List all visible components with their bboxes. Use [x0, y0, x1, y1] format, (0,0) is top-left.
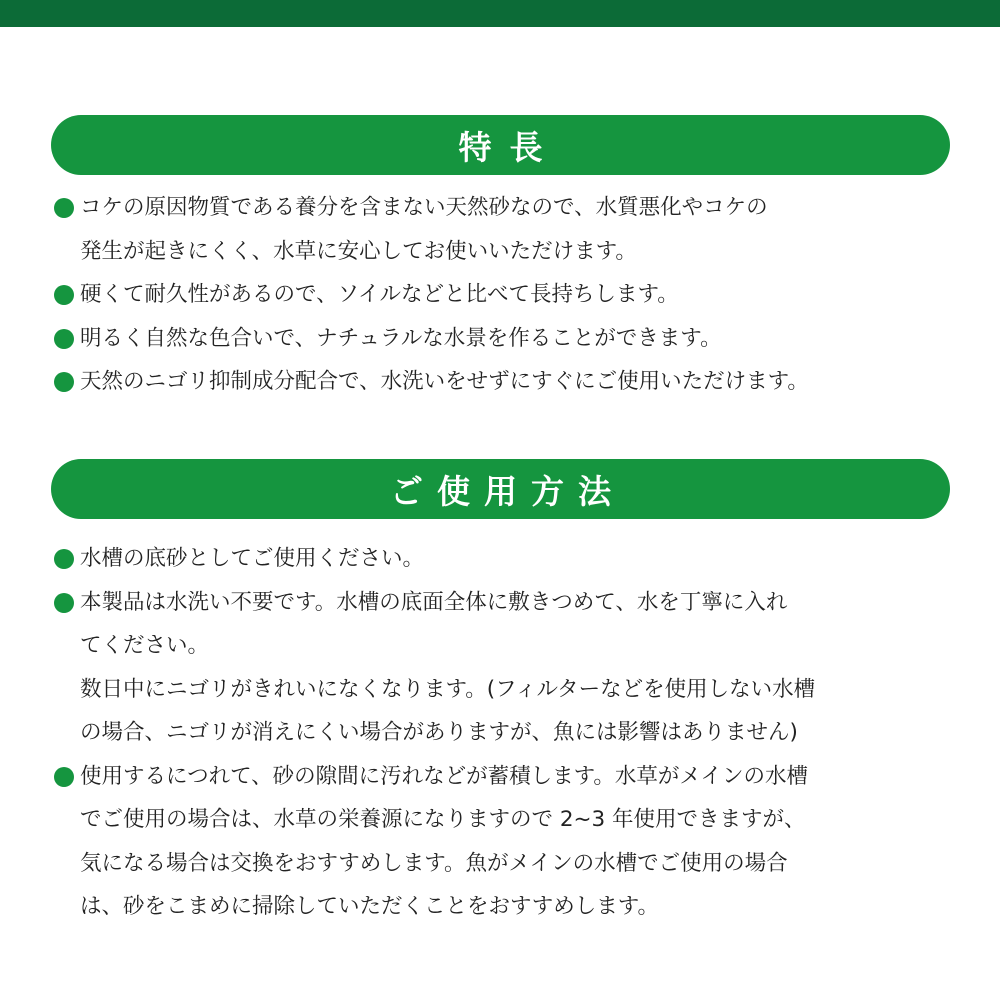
bullet-icon [54, 767, 74, 787]
bullet-icon [54, 198, 74, 218]
usage-text-line: は、砂をこまめに掃除していただくことをおすすめします。 [80, 894, 659, 919]
usage-text-line: 水槽の底砂としてご使用ください。 [80, 546, 425, 571]
feature-text-line: 硬くて耐久性があるので、ソイルなどと比べて長持ちします。 [80, 282, 679, 307]
usage-item [54, 537, 984, 581]
usage-text-line: の場合、ニゴリが消えにくい場合がありますが、魚には影響はありません) [80, 720, 798, 745]
bullet-icon [54, 549, 74, 569]
usage-text-line: 数日中にニゴリがきれいになくなります。(フィルターなどを使用しない水槽 [80, 676, 816, 702]
feature-item [54, 317, 984, 361]
top-bar [0, 0, 1000, 27]
bullet-icon [54, 285, 74, 305]
feature-item [54, 273, 984, 317]
usage-heading: ご使用方法 [390, 471, 625, 511]
features-list [54, 186, 984, 404]
usage-list [54, 537, 984, 929]
feature-text-line: 天然のニゴリ抑制成分配合で、水洗いをせずにすぐにご使用いただけます。 [80, 369, 809, 394]
usage-text-line: 気になる場合は交換をおすすめします。魚がメインの水槽でご使用の場合 [80, 850, 788, 876]
usage-text-line: 本製品は水洗い不要です。水槽の底面全体に敷きつめて、水を丁寧に入れ [80, 589, 788, 615]
bullet-icon [54, 593, 74, 613]
feature-item [54, 186, 984, 273]
feature-text-line: コケの原因物質である養分を含まない天然砂なので、水質悪化やコケの [80, 195, 768, 220]
usage-item [54, 581, 984, 755]
feature-text-line: 明るく自然な色合いで、ナチュラルな水景を作ることができます。 [80, 325, 722, 351]
usage-text-line: てください。 [80, 633, 210, 658]
feature-text-line: 発生が起きにくく、水草に安心してお使いいただけます。 [80, 238, 637, 264]
bullet-icon [54, 372, 74, 392]
bullet-icon [54, 329, 74, 349]
usage-item [54, 755, 984, 929]
usage-text-line: 使用するにつれて、砂の隙間に汚れなどが蓄積します。水草がメインの水槽 [80, 763, 808, 789]
feature-item [54, 360, 984, 404]
features-heading-bar [51, 115, 950, 175]
usage-heading-bar [51, 459, 950, 519]
usage-text-line: でご使用の場合は、水草の栄養源になりますので 2~3 年使用できますが、 [80, 807, 806, 832]
features-heading: 特長 [458, 127, 561, 167]
